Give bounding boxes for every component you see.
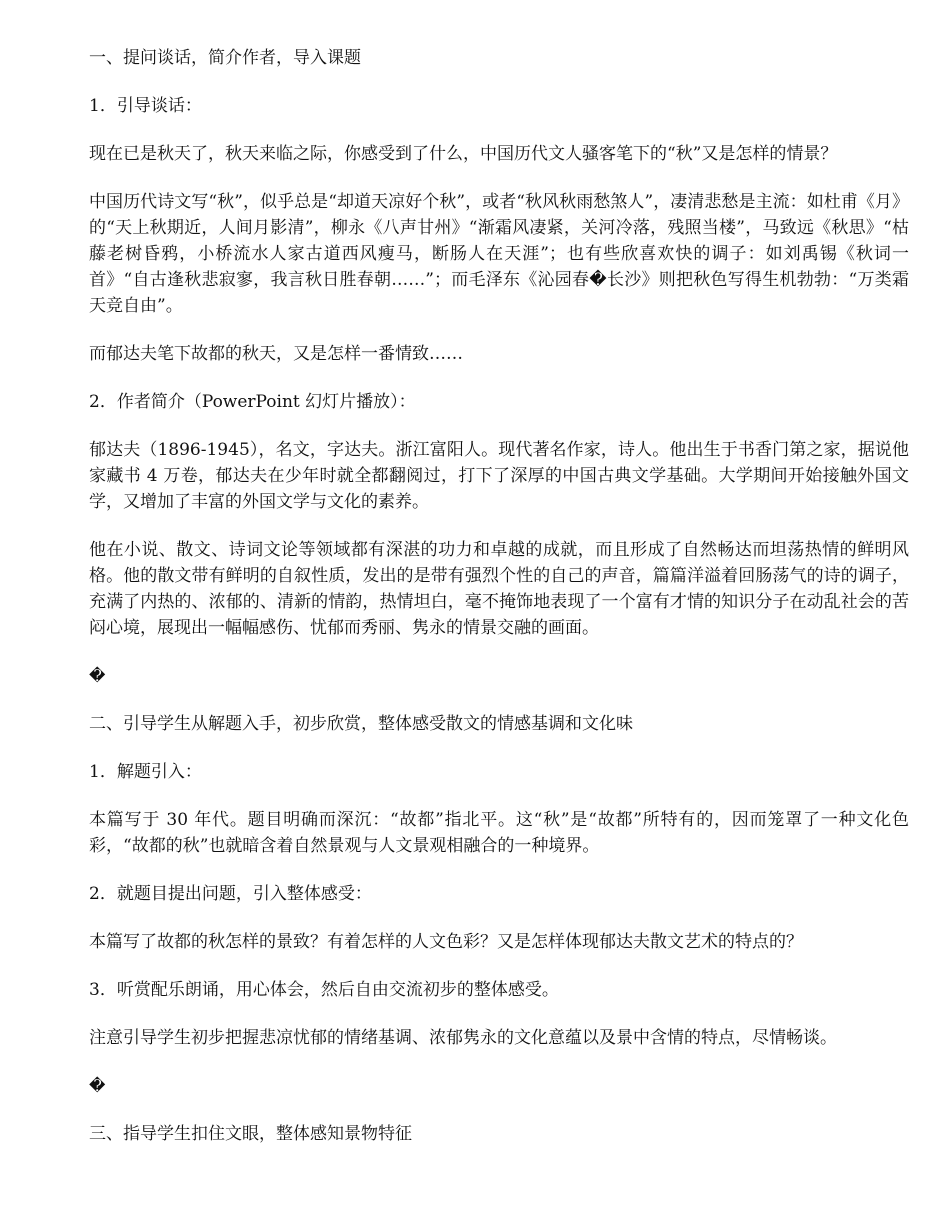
replacement-glyph-1: � xyxy=(89,666,106,685)
paragraph-autumn-question: 现在已是秋天了，秋天来临之际，你感受到了什么，中国历代文人骚客笔下的“秋”又是怎样的情景？ xyxy=(89,144,838,164)
paragraph-title-explanation: 本篇写于 30 年代。题目明确而深沉：“故都”指北平。这“秋”是“故都”所特有的，因而笼罩了一种文化色彩，“故都的秋”也就暗含着自然景观与人文景观相融合的一种境界。 xyxy=(89,810,909,856)
replacement-glyph-2: � xyxy=(89,1076,106,1095)
paragraph-author-bio: 郁达夫（1896-1945），名文，字达夫。浙江富阳人。现代著名作家，诗人。他出生于书香门第之家，据说他家藏书 4 万卷，郁达夫在少年时就全都翻阅过，打下了深厚的中国古典文学基础。大学期间开始接触外国文学，又增加了丰富的外国文学与文化的素养。 xyxy=(89,440,909,512)
subheading-title-intro: 1．解题引入： xyxy=(89,762,202,782)
section-heading-2: 二、引导学生从解题入手，初步欣赏，整体感受散文的情感基调和文化味 xyxy=(89,714,633,734)
section-heading-3: 三、指导学生扣住文眼，整体感知景物特征 xyxy=(89,1124,412,1144)
paragraph-yu-dafu-autumn: 而郁达夫笔下故都的秋天，又是怎样一番情致…… xyxy=(89,344,463,364)
document-page xyxy=(89,45,909,1147)
paragraph-autumn-poems: 中国历代诗文写“秋”，似乎总是“却道天凉好个秋”，或者“秋风秋雨愁煞人”，凄清悲愁是主流：如杜甫《月》的“天上秋期近，人间月影清”，柳永《八声甘州》“渐霜风凄紧，关河冷落，残照当楼”，马致远《秋思》“枯藤老树昏鸦，小桥流水人家古道西风瘦马，断肠人在天涯”；也有些欣喜欢快的调子：如刘禹锡《秋词一首》“自古逢秋悲寂寥，我言秋日胜春朝……”；而毛泽东《沁园春�长沙》则把秋色写得生机勃勃：“万类霜天竞自由”。 xyxy=(89,192,909,316)
section-heading-1: 一、提问谈话，简介作者，导入课题 xyxy=(89,48,361,68)
paragraph-guidance-note: 注意引导学生初步把握悲凉忧郁的情绪基调、浓郁隽永的文化意蕴以及景中含情的特点，尽情畅谈。 xyxy=(89,1028,837,1048)
paragraph-questions: 本篇写了故都的秋怎样的景致？有着怎样的人文色彩？又是怎样体现郁达夫散文艺术的特点的？ xyxy=(89,932,803,952)
subheading-listen-recitation: 3．听赏配乐朗诵，用心体会，然后自由交流初步的整体感受。 xyxy=(89,980,559,1000)
subheading-title-questions: 2．就题目提出问题，引入整体感受： xyxy=(89,884,372,904)
subheading-author-intro: 2．作者简介（PowerPoint 幻灯片播放）： xyxy=(89,392,416,412)
subheading-guided-talk: 1．引导谈话： xyxy=(89,96,202,116)
paragraph-author-style: 他在小说、散文、诗词文论等领域都有深湛的功力和卓越的成就，而且形成了自然畅达而坦荡热情的鲜明风格。他的散文带有鲜明的自叙性质，发出的是带有强烈个性的自己的声音，篇篇洋溢着回肠荡气的诗的调子，充满了内热的、浓郁的、清新的情韵，热情坦白，毫不掩饰地表现了一个富有才情的知识分子在动乱社会的苦闷心境，展现出一幅幅感伤、忧郁而秀丽、隽永的情景交融的画面。 xyxy=(89,540,909,638)
